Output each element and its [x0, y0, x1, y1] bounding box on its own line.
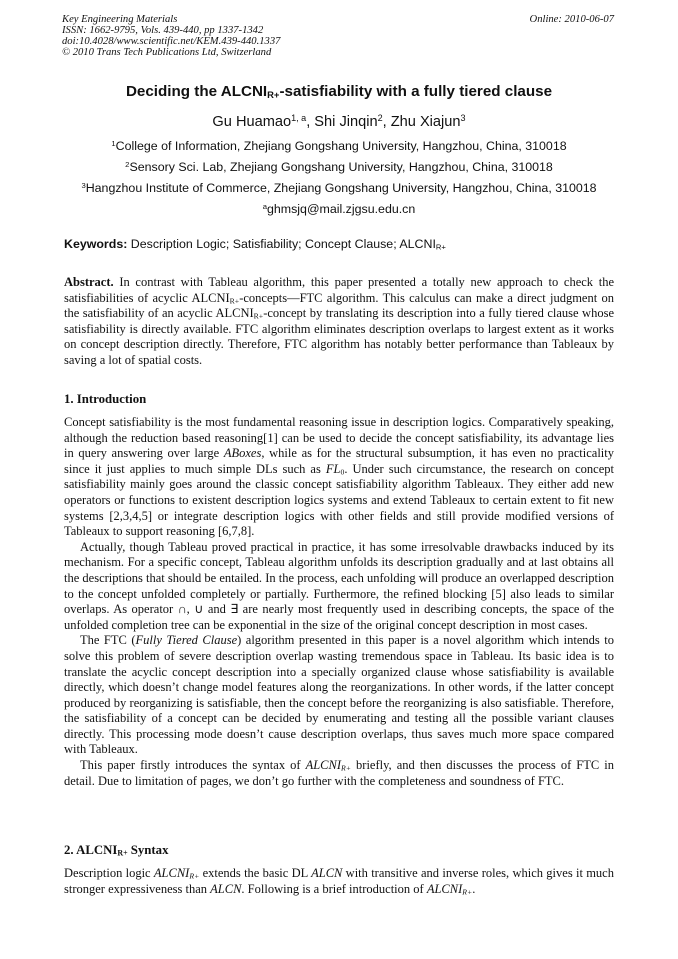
paragraph: The FTC (Fully Tiered Clause) algorithm presented in this paper is a novel algorithm which intends to solve this problem of severe description overlap wasting tremendous space in Tableau. Its basic idea is to translate the acyclic concept description into a specially organized clause whose satisfiability is available directly, which doesn’t change model features along the reorganizations. In other words, if the latter concept produced by reorganizing is satisfiable, then the concept before the reorganizing is also satisfiable. Therefore, the satisfiability of a concept can be decided by enumerating and testing all the possible variant clauses directly. This processing mode doesn’t cause description overlaps, thus saves much more space compared with Tableaux. [64, 633, 614, 757]
introduction-body [64, 415, 614, 789]
paper-title: Deciding the $ALCNI_{R+}$-satisfiability with a fully tiered clause [125, 83, 553, 100]
paragraph: Concept satisfiability is the most fundamental reasoning issue in description logics. Comparatively speaking, although the reduction based reasoning[1] can be used to decide the concept satisfiability, its advantage lies in query answering over large ABoxes, while as for the structural subsumption, it has even no practicality since it just applies to much simple DLs such as $FL_0$. Under such circumstance, the research on concept satisfiability mainly goes around the classic concept satisfiability algorithm Tableaux. They either add new operators or functions to existent description logics systems and extend Tableaux to certain extent to fit new systems [2,3,4,5] or integrate description logics with other fields and still provide modified versions of Tableaux to support reasoning [6,7,8]. [64, 415, 614, 539]
keywords-label: Keywords: [64, 237, 128, 251]
abstract: Abstract. In contrast with Tableau algorithm, this paper presented a totally new approach to check the satisfiabilities of acyclic $ALCNI_{R+}-concepts—FTC$ algorithm. This calculus can make a direct judgment on the satisfiability of an acyclic $ALCNI_{R+}$-concept by translating its description into a fully tiered clause whose satisfiability is directly available. FTC algorithm eliminates description overlaps to largest extent as it works on concept description directly. Therefore, FTC algorithm has notably better performance than Tableaux by saving a lot of spatial costs. [64, 275, 615, 367]
keywords: Keywords: Description Logic; Satisfiability; Concept Clause; $ALCNI_{R+}$ [64, 237, 446, 252]
journal-copyright: © 2010 Trans Tech Publications Ltd, Switzerland [62, 47, 272, 58]
author-name: , Zhu Xiajun [382, 114, 461, 130]
abstract-label: Abstract. [64, 275, 114, 289]
syntax-body [64, 866, 614, 897]
contact-email: $^a$ghmsjq@mail.zjgsu.edu.cn [262, 201, 416, 216]
section-heading: 1. Introduction [64, 392, 147, 406]
paragraph: Description logic $ALCNI_{R+}$ extends the basic DL ALCN with transitive and inverse roles, which gives it much stronger expressiveness than ALCN. Following is a brief introduction of $ALCNI_{R+}$. [64, 866, 614, 897]
paragraph: Actually, though Tableau proved practical in practice, it has some irresolvable drawbacks induced by its mechanism. For a specific concept, Tableau algorithm unfolds its description gradually and at last obtains all the descriptions that should be entailed. In the process, each unfolding will produce an overlapped description to the concept unfolded completely or partially. Furthermore, the refined blocking [5] also leads to similar overlaps. As operator ∩, ∪ and ∃ are nearly most frequently used in describing concepts, the space of the unfolded completion tree can be exponential in the size of the original concept description in most cases. [64, 539, 614, 632]
journal-doi: doi:10.4028/www.scientific.net/KEM.439-440.1337 [62, 36, 281, 47]
author-list: Gu Huamao$^{1, a}$, Shi Jinqin$^2$, Zhu Xiajun$^3$ [212, 113, 466, 130]
author-name: , Shi Jinqin [306, 114, 378, 130]
journal-header [62, 14, 280, 58]
affiliation: $^3$Hangzhou Institute of Commerce, Zhejiang Gongshang University, Hangzhou, China, 310018 [81, 180, 597, 195]
journal-name: Key Engineering Materials [62, 14, 178, 25]
section-heading: 2. $ALCNI_{R+}$ Syntax [64, 843, 169, 858]
author-name: Gu Huamao [212, 114, 292, 130]
affiliation: $^2$Sensory Sci. Lab, Zhejiang Gongshang University, Hangzhou, China, 310018 [125, 159, 553, 174]
paragraph: This paper firstly introduces the syntax of $ALCNI_{R+}$ briefly, and then discusses the process of FTC in detail. Due to limitation of pages, we don’t go further with the completeness and soundness of FTC. [64, 758, 614, 788]
online-date: Online: 2010-06-07 [529, 14, 614, 25]
affiliation: $^1$College of Information, Zhejiang Gongshang University, Hangzhou, China, 310018 [111, 138, 567, 153]
journal-issn: ISSN: 1662-9795, Vols. 439-440, pp 1337-1342 [62, 25, 264, 36]
